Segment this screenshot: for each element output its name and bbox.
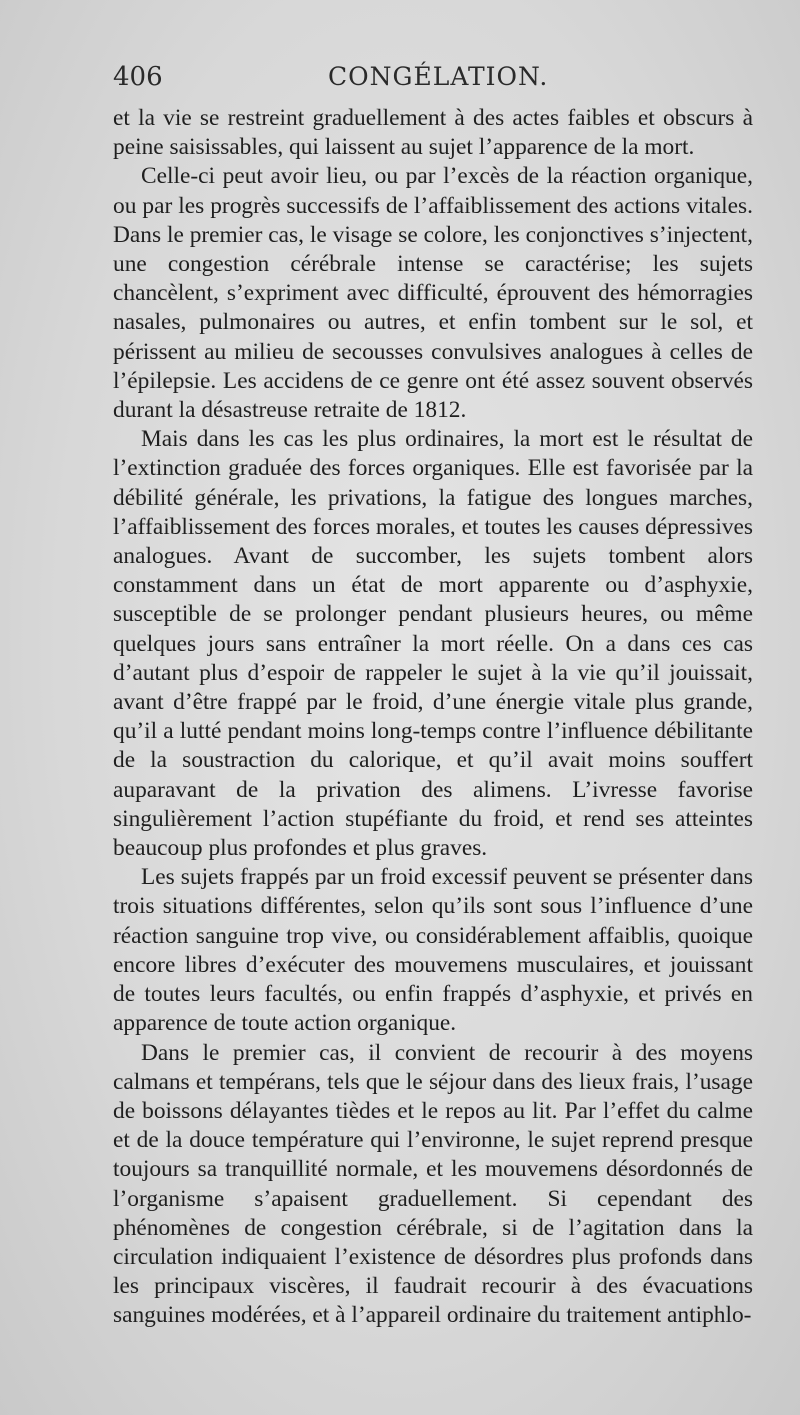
paragraph: Les sujets frappés par un froid excessif peuvent se présenter dans trois situations différentes, selon qu’ils sont sous l’influence d’une réaction sanguine trop vive, ou considérablement affaiblis, quoique encore libres d’exécuter des mouvemens musculaires, et jouissant de toutes leurs facultés, ou enfin frappés d’asphyxie, et privés en apparence de toute action organique. (113, 864, 753, 1037)
paragraph-continuation: et la vie se restreint graduellement à des actes faibles et obscurs à peine saisissables, qui laissent au sujet l’apparence de la mort. (113, 105, 753, 161)
page-number: 406 (113, 62, 163, 92)
page-header (113, 62, 753, 102)
paragraph: Dans le premier cas, il convient de recourir à des moyens calmans et tempérans, tels que le séjour dans des lieux frais, l’usage de boissons délayantes tièdes et le repos au lit. Par l’effet du calme et de la douce température qui l’environne, le sujet reprend presque toujours sa tranquillité normale, et les mouvemens désordonnés de l’organisme s’apaisent graduellement. Si cependant des phénomènes de congestion cérébrale, si de l’agitation dans la circulation indiquaient l’existence de désordres plus profonds dans les principaux viscères, il faudrait recourir à des évacuations sanguines modérées, et à l’appareil ordinaire du traitement antiphlo- (113, 1039, 753, 1329)
paragraph: Mais dans les cas les plus ordinaires, la mort est le résultat de l’extinction graduée des forces organiques. Elle est favorisée par la débilité générale, les privations, la fatigue des longues marches, l’affaiblissement des forces morales, et toutes les causes dépressives analogues. Avant de succomber, les sujets tombent alors constamment dans un état de mort apparente ou d’asphyxie, susceptible de se prolonger pendant plusieurs heures, ou même quelques jours sans entraîner la mort réelle. On a dans ces cas d’autant plus d’espoir de rappeler le sujet à la vie qu’il jouissait, avant d’être frappé par le froid, d’une énergie vitale plus grande, qu’il a lutté pendant moins long-temps contre l’influence débilitante de la soustraction du calorique, et qu’il avait moins souffert auparavant de la privation des alimens. L’ivresse favorise singulièrement l’action stupéfiante du froid, et rend ses atteintes beaucoup plus profondes et plus graves. (113, 426, 753, 862)
body-text (113, 104, 753, 1331)
running-head: CONGÉLATION. (328, 62, 549, 91)
paragraph: Celle-ci peut avoir lieu, ou par l’excès de la réaction organique, ou par les progrès successifs de l’affaiblissement des actions vitales. Dans le premier cas, le visage se colore, les conjonctives s’injectent, une congestion cérébrale intense se caractérise; les sujets chancèlent, s’expriment avec difficulté, éprouvent des hémorragies nasales, pulmonaires ou autres, et enfin tombent sur le sol, et périssent au milieu de secousses convulsives analogues à celles de l’épilepsie. Les accidens de ce genre ont été assez souvent observés durant la désastreuse retraite de 1812. (113, 163, 753, 424)
